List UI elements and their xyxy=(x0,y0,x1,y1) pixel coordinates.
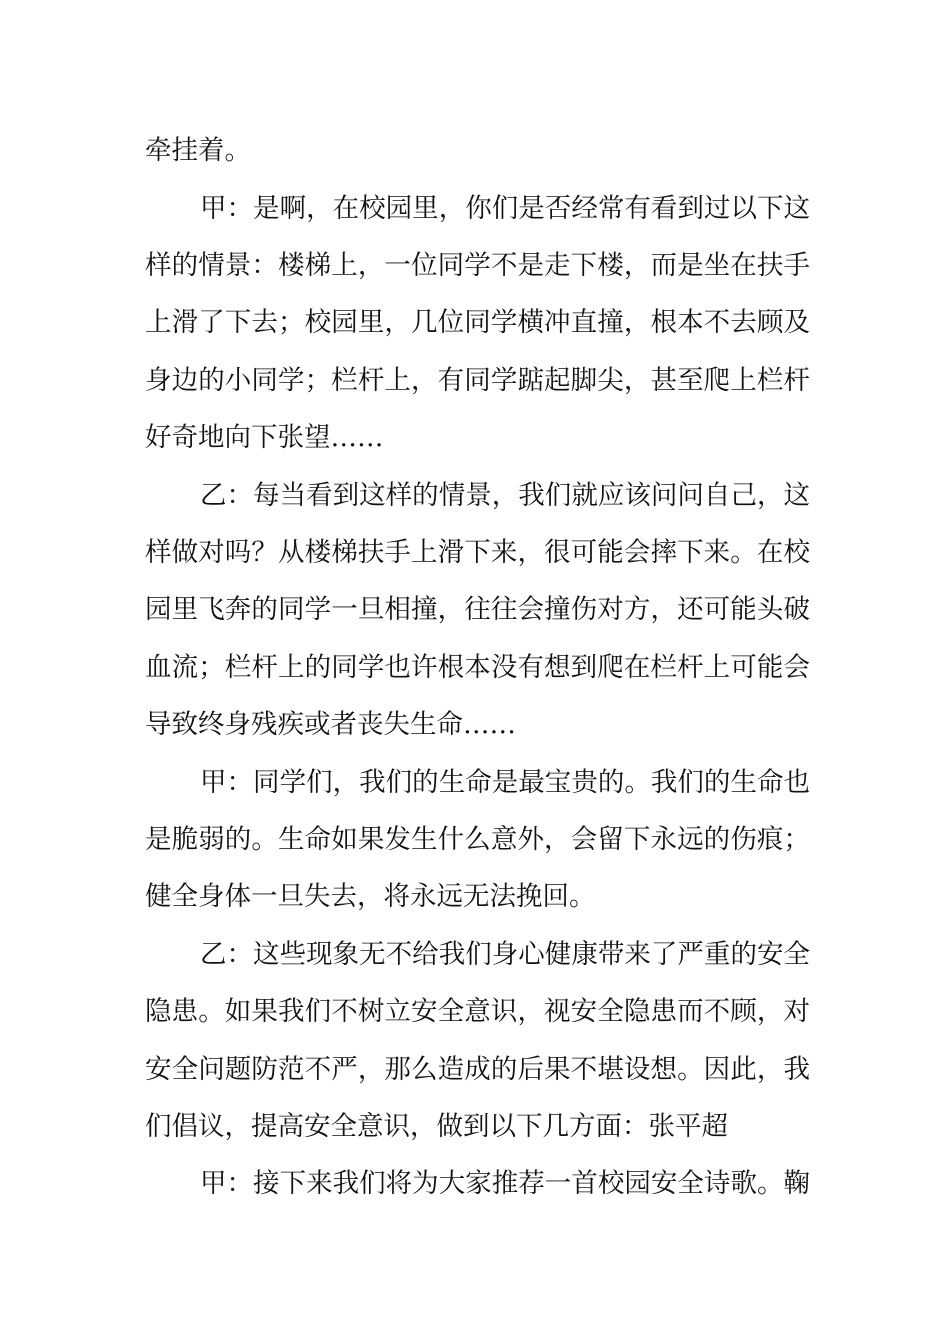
text-line: 血流；栏杆上的同学也许根本没有想到爬在栏杆上可能会 xyxy=(145,652,810,683)
text-line: 甲：同学们，我们的生命是最宝贵的。我们的生命也 xyxy=(200,767,810,798)
text-line: 牵挂着。 xyxy=(145,135,251,166)
text-line: 是脆弱的。生命如果发生什么意外，会留下永远的伤痕； xyxy=(145,824,810,855)
text-line: 隐患。如果我们不树立安全意识，视安全隐患而不顾，对 xyxy=(145,996,810,1027)
text-line: 样做对吗？从楼梯扶手上滑下来，很可能会摔下来。在校 xyxy=(145,537,810,568)
text-line: 导致终身残疾或者丧失生命…… xyxy=(145,709,516,740)
text-line: 健全身体一旦失去，将永远无法挽回。 xyxy=(145,881,596,912)
text-line: 甲：是啊，在校园里，你们是否经常有看到过以下这 xyxy=(200,193,810,224)
text-line: 身边的小同学；栏杆上，有同学踮起脚尖，甚至爬上栏杆 xyxy=(145,365,810,396)
text-line: 上滑了下去；校园里，几位同学横冲直撞，根本不去顾及 xyxy=(145,307,810,338)
text-line: 甲：接下来我们将为大家推荐一首校园安全诗歌。鞠 xyxy=(200,1168,810,1199)
text-line: 园里飞奔的同学一旦相撞，往往会撞伤对方，还可能头破 xyxy=(145,594,810,625)
text-line: 样的情景：楼梯上，一位同学不是走下楼，而是坐在扶手 xyxy=(145,250,810,281)
text-line: 好奇地向下张望…… xyxy=(145,422,384,453)
text-line: 乙：这些现象无不给我们身心健康带来了严重的安全 xyxy=(200,939,810,970)
text-line: 安全问题防范不严，那么造成的后果不堪设想。因此，我 xyxy=(145,1054,810,1085)
text-line: 乙：每当看到这样的情景，我们就应该问问自己，这 xyxy=(200,480,810,511)
text-line: 们倡议，提高安全意识，做到以下几方面：张平超 xyxy=(145,1111,728,1142)
